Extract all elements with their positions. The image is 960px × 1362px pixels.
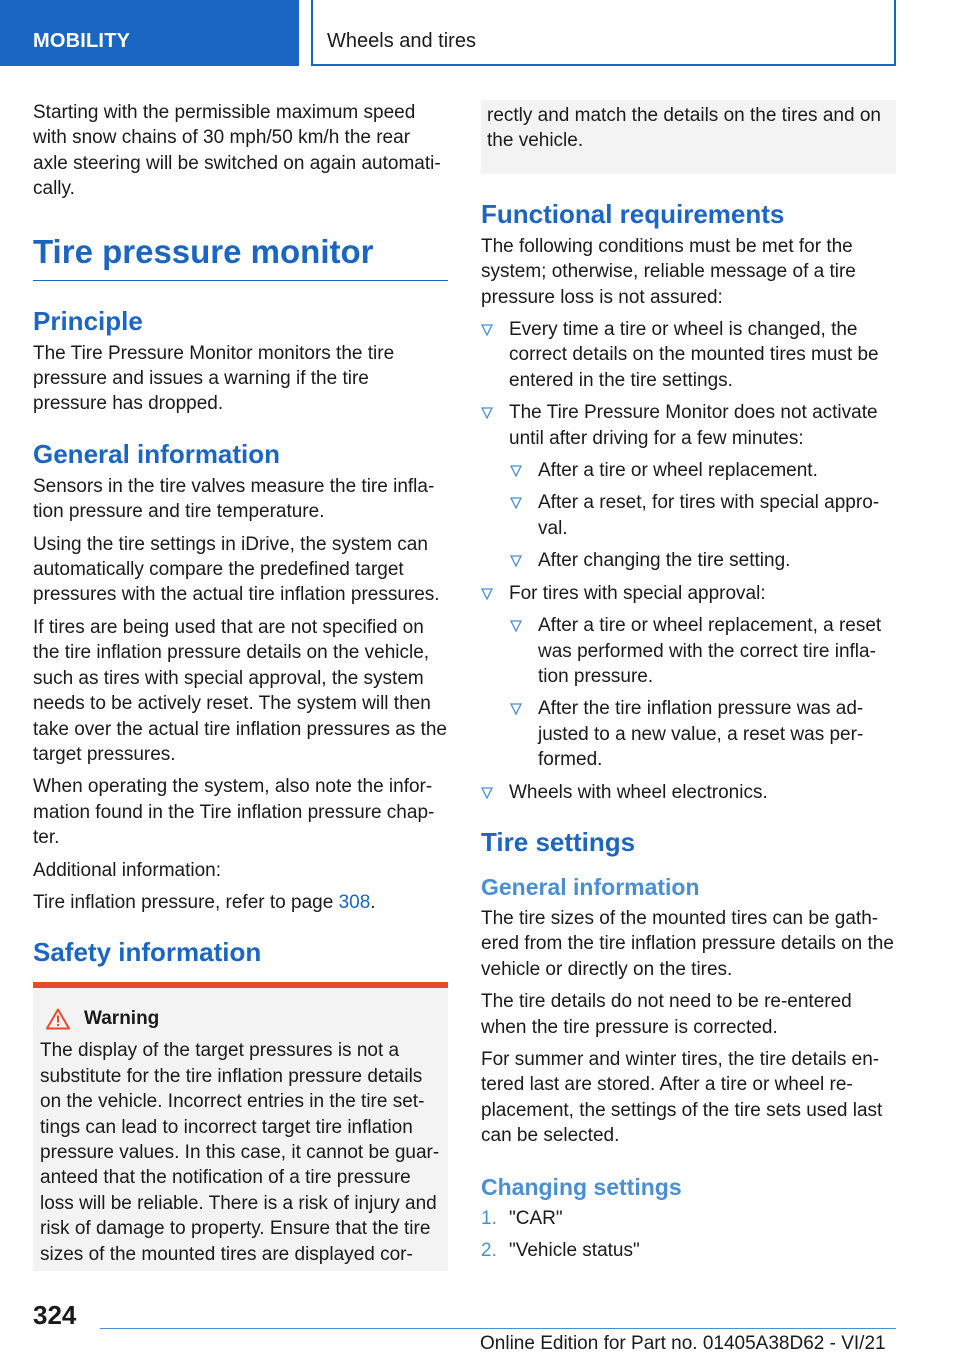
settings-general-heading: General information: [481, 873, 700, 900]
chapter-header: [311, 0, 896, 66]
bullet-triangle-icon: [481, 787, 493, 799]
list-item: Every time a tire or wheel is changed, the correct details on the mounted tires must be entered in the tire settings.: [481, 317, 896, 393]
list-subitem: After a reset, for tires with special appro‐val.: [510, 490, 896, 541]
general-paragraph-2: Using the tire settings in iDrive, the system can automatically compare the predefined target pressures with the actual tire inflation pressures.: [33, 533, 440, 606]
settings-paragraph-3: For summer and winter tires, the tire details en‐tered last are stored. After a tire or wheel re‐placement, the settings of the tire sets used last can be selected.: [481, 1048, 883, 1147]
warning-box-continued: [481, 100, 896, 174]
bullet-triangle-icon: [510, 555, 522, 567]
footer-rule: [100, 1328, 896, 1329]
footer-edition: Online Edition for Part no. 01405A38D62 - VI/21: [480, 1333, 886, 1354]
step-text: "CAR": [509, 1207, 563, 1229]
settings-paragraph-2: The tire details do not need to be re-entered when the tire pressure is corrected.: [481, 991, 852, 1038]
step-number: 2.: [481, 1240, 497, 1261]
list-subitem: After the tire inflation pressure was ad‐justed to a new value, a reset was per‐formed.: [510, 696, 896, 772]
page-reference-paragraph: Tire inflation pressure, refer to page 308.: [33, 891, 376, 913]
general-paragraph-1: Sensors in the tire valves measure the tire infla‐tion pressure and tire temperature.: [33, 475, 435, 523]
step-item: [481, 1206, 896, 1231]
page-reference-link[interactable]: 308: [338, 891, 371, 913]
functional-intro: The following conditions must be met for the system; otherwise, reliable message of a tire pressure loss is not assured:: [481, 235, 856, 308]
general-paragraph-5: Additional information:: [33, 859, 221, 881]
list-item: For tires with special approval:: [481, 581, 896, 606]
bullet-triangle-icon: [510, 620, 522, 632]
page-title: Tire pressure monitor: [33, 232, 448, 281]
list-item: The Tire Pressure Monitor does not activate until after driving for a few minutes:: [481, 400, 896, 451]
step-number: 1.: [481, 1207, 497, 1229]
safety-info-heading: Safety information: [33, 937, 262, 968]
step-item: [481, 1238, 896, 1263]
right-column: [481, 100, 896, 1270]
section-tab: [0, 0, 299, 66]
bullet-triangle-icon: [481, 324, 493, 336]
principle-paragraph: The Tire Pressure Monitor monitors the tire pressure and issues a warning if the tire pressure has dropped.: [33, 342, 395, 415]
list-subitem: After changing the tire setting.: [510, 548, 896, 573]
bullet-triangle-icon: [481, 588, 493, 600]
section-label: MOBILITY: [33, 30, 131, 52]
intro-paragraph: Starting with the permissible maximum speed with snow chains of 30 mph/50 km/h the rear axle steering will be switched on again automati‐cally.: [33, 102, 441, 200]
settings-paragraph-1: The tire sizes of the mounted tires can be gath‐ered from the tire inflation pressure details on the vehicle or directly on the tires.: [481, 907, 894, 980]
tire-settings-heading: Tire settings: [481, 826, 636, 857]
general-paragraph-3: If tires are being used that are not specified on the tire inflation pressure details on the vehicle, such as tires with special approval, the system needs to be actively reset. The system will then take over the actual tire inflation pressures as the target pressures.: [33, 616, 448, 765]
list-item: Wheels with wheel electronics.: [481, 780, 896, 805]
warning-label: Warning: [84, 1008, 160, 1030]
bullet-triangle-icon: [481, 407, 493, 419]
chapter-label: Wheels and tires: [327, 30, 476, 52]
general-paragraph-4: When operating the system, also note the infor‐mation found in the Tire inflation pressure chap‐ter.: [33, 776, 435, 849]
list-subitem: After a tire or wheel replacement, a reset was performed with the correct tire infla‐tion pressure.: [510, 613, 896, 689]
functional-requirements-heading: Functional requirements: [481, 198, 785, 229]
warning-box: [33, 982, 448, 1271]
bullet-triangle-icon: [510, 497, 522, 509]
page-number: 324: [33, 1300, 77, 1330]
step-text: "Vehicle status": [509, 1240, 640, 1261]
bullet-triangle-icon: [510, 703, 522, 715]
left-column: [33, 100, 448, 1271]
list-subitem: After a tire or wheel replacement.: [510, 458, 896, 483]
changing-settings-heading: Changing settings: [481, 1173, 682, 1200]
warning-text-continued: rectly and match the details on the tires and on the vehicle.: [487, 105, 881, 152]
warning-text: The display of the target pressures is not a substitute for the tire inflation pressure details on the vehicle. Incorrect entries in the tire set‐tings can lead to incorrect target tire inflation pressure values. In this case, it cannot be guar‐anteed that the notification of a tire pressure loss will be reliable. There is a risk of injury and risk of damage to property. Ensure that the tire sizes of the mounted tires are displayed cor‐: [40, 1040, 440, 1265]
principle-heading: Principle: [33, 305, 143, 336]
general-info-heading: General information: [33, 438, 281, 469]
warning-triangle-icon: [46, 1008, 70, 1030]
bullet-triangle-icon: [510, 465, 522, 477]
